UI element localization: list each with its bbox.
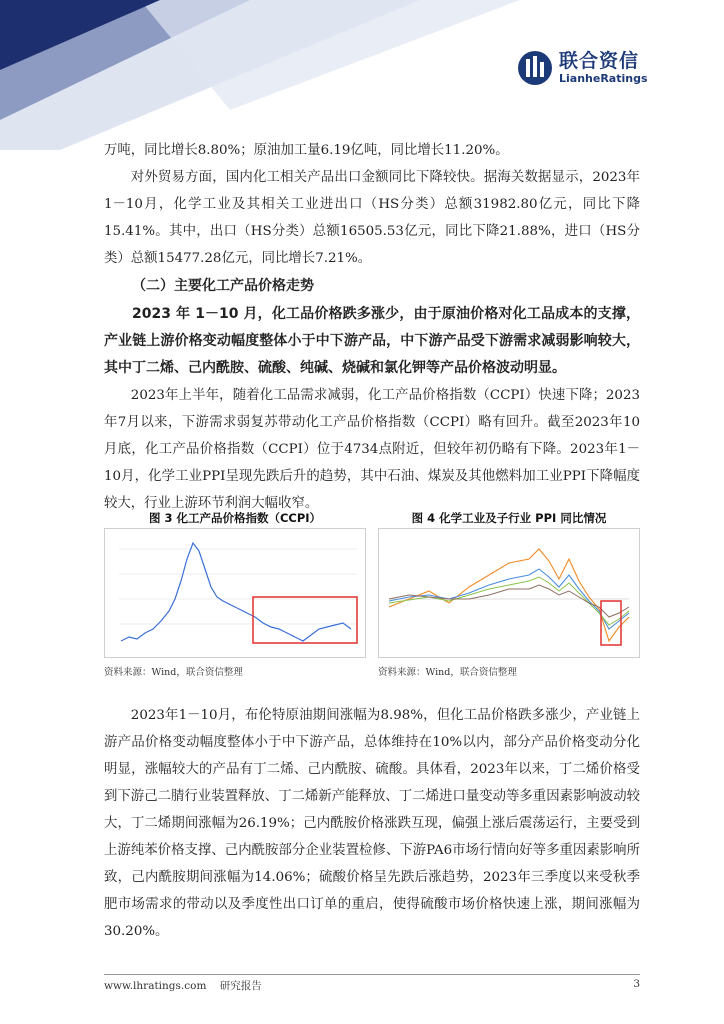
logo-english-name: LianheRatings [559, 72, 648, 85]
footer-label: 研究报告 [219, 980, 262, 992]
footer-divider [104, 974, 640, 975]
figure-3 [104, 508, 366, 678]
section-heading: （二）主要化工产品价格走势 [132, 278, 314, 294]
main-text [104, 137, 640, 517]
page-number: 3 [633, 978, 640, 990]
logo-mark-icon [517, 50, 553, 86]
ppi-chart-image [379, 529, 639, 655]
paragraph-4: 2023年上半年，随着化工品需求减弱，化工产品价格指数（CCPI）快速下降；2023年7月以来，下游需求弱复苏带动化工产品价格指数（CCPI）略有回升。截至2023年10月底，化工产品价格指数（CCPI）位于4734点附近，但较年初仍略有下降。2023年1－10月，化学工业PPI呈现先跌后升的趋势，其中石油、煤炭及其他燃料加工业PPI下降幅度较大，行业上游环节利润大幅收窄。 [104, 388, 640, 511]
main-text-continued [104, 702, 640, 945]
figure-4-title: 图 4 化学工业及子行业 PPI 同比情况 [411, 511, 607, 525]
logo-chinese-name: 联合资信 [559, 50, 640, 72]
figure-3-title: 图 3 化工产品价格指数（CCPI） [148, 511, 322, 525]
paragraph-3-summary: 2023 年 1－10 月，化工品价格跌多涨少，由于原油价格对化工品成本的支撑，产业链上游价格变动幅度整体小于中下游产品，中下游产品受下游需求减弱影响较大，其中丁二烯、己内酰胺、硫酸、纯碱、烧碱和氯化钾等产品价格波动明显。 [104, 306, 640, 376]
figure-3-source: 资料来源：Wind，联合资信整理 [104, 667, 243, 678]
figure-4-source: 资料来源：Wind，联合资信整理 [378, 667, 517, 678]
paragraph-2: 对外贸易方面，国内化工相关产品出口金额同比下降较快。据海关数据显示，2023年1－10月，化学工业及其相关工业进出口（HS分类）总额31982.80亿元，同比下降15.41%。其中，出口（HS分类）总额16505.53亿元，同比下降21.88%，进口（HS分类）总额15477.28亿元，同比增长7.21%。 [104, 170, 640, 266]
paragraph-1: 万吨，同比增长8.80%；原油加工量6.19亿吨，同比增长11.20%。 [104, 143, 509, 158]
figure-4 [378, 508, 640, 678]
figures-row [104, 508, 640, 688]
company-logo [517, 50, 648, 86]
figure-4-chart-image [378, 528, 640, 658]
figure-3-chart-image [104, 528, 366, 658]
footer-website: www.lhratings.com [104, 980, 207, 992]
ccpi-chart-image [105, 529, 365, 655]
page-footer [104, 978, 640, 993]
paragraph-5: 2023年1－10月，布伦特原油期间涨幅为8.98%，但化工品价格跌多涨少，产业链上游产品价格变动幅度整体小于中下游产品，总体维持在10%以内，部分产品价格变动分化明显，涨幅较大的产品有丁二烯、己内酰胺、硫酸。具体看，2023年以来，丁二烯价格受到下游己二腈行业装置释放、丁二烯新产能释放、丁二烯进口量变动等多重因素影响波动较大，丁二烯期间涨幅为26.19%；己内酰胺价格涨跌互现，偏强上涨后震荡运行，主要受到上游纯苯价格支撑、己内酰胺部分企业装置检修、下游PA6市场行情向好等多重因素影响所致，己内酰胺期间涨幅为14.06%；硫酸价格呈先跌后涨趋势，2023年三季度以来受秋季肥市场需求的带动以及季度性出口订单的重启，使得硫酸市场价格快速上涨，期间涨幅为30.20%。 [104, 708, 640, 939]
